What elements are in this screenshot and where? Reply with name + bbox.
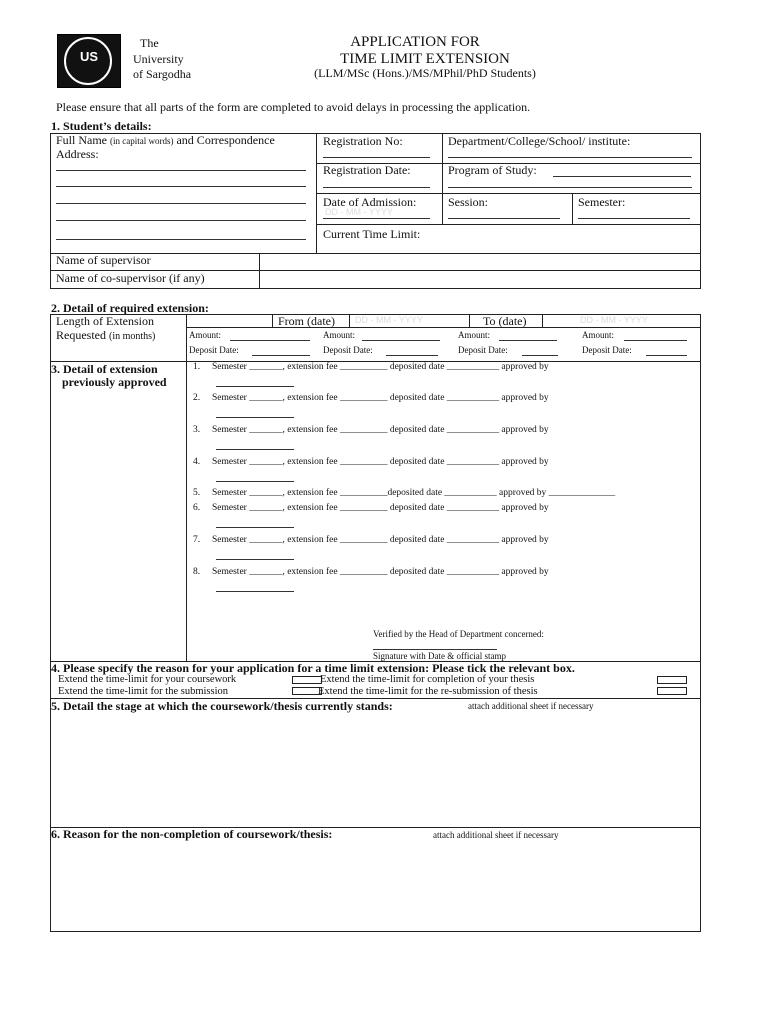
logo-text: US [79,49,99,64]
cosupervisor-field[interactable] [261,271,699,288]
amount-label-2: Amount: [323,330,356,340]
option-coursework-label: Extend the time-limit for your coursework [58,674,237,685]
deposit-field-1[interactable] [252,355,310,356]
university-name-line3: of Sargodha [133,67,192,81]
address-label: Address: [56,147,99,161]
deposit-label-3: Deposit Date: [458,345,508,355]
admission-date-field[interactable] [323,218,430,219]
deposit-label-4: Deposit Date: [582,345,632,355]
list-item: 2. Semester _______, extension fee __________ deposited date ___________ approved by [193,393,549,403]
admission-date-label: Date of Admission: [323,195,417,209]
section2-heading: 2. Detail of required extension: [51,301,209,315]
registration-date-field[interactable] [323,187,430,188]
section6-attach-note: attach additional sheet if necessary [433,830,559,840]
program-field-2[interactable] [448,187,692,188]
registration-no-field[interactable] [323,157,430,158]
list-item: 4. Semester _______, extension fee __________ deposited date ___________ approved by [193,457,549,467]
from-date-label: From (date) [278,314,335,328]
stage-detail-box[interactable] [50,698,701,828]
university-logo [57,34,121,88]
program-field-1[interactable] [553,176,691,177]
semester-field[interactable] [578,218,690,219]
deposit-label-1: Deposit Date: [189,345,239,355]
registration-date-label: Registration Date: [323,163,411,177]
amount-field-3[interactable] [499,340,557,341]
session-label: Session: [448,195,489,209]
full-name-label: Full Name (in capital words) and Correspondence [56,133,275,147]
university-name-line1: The [140,36,159,50]
section5-attach-note: attach additional sheet if necessary [468,701,594,711]
amount-label-3: Amount: [458,330,491,340]
approved-by-field-2[interactable] [216,417,294,418]
non-completion-reason-box[interactable] [50,827,701,932]
address-line-5[interactable] [56,239,306,240]
option-resubmission-label: Extend the time-limit for the re-submission of thesis [318,686,538,697]
program-label: Program of Study: [448,163,537,177]
length-label-2: Requested (in months) [56,328,156,342]
deposit-field-4[interactable] [646,355,687,356]
address-line-2[interactable] [56,186,306,187]
university-name-line2: University [133,52,184,66]
list-item: 1. Semester _______, extension fee __________ deposited date ___________ approved by [193,362,549,372]
section5-heading: 5. Detail the stage at which the coursework/thesis currently stands: [51,699,393,713]
approved-by-field-8[interactable] [216,591,294,592]
admission-date-placeholder: DD - MM - YYYY [325,207,393,217]
amount-label-4: Amount: [582,330,615,340]
length-label-1: Length of Extension [56,314,154,328]
approved-by-field-3[interactable] [216,449,294,450]
deposit-field-3[interactable] [522,355,558,356]
current-time-limit-label: Current Time Limit: [323,227,421,241]
form-subtitle: (LLM/MSc (Hons.)/MS/MPhil/PhD Students) [314,66,536,80]
approved-by-field-1[interactable] [216,386,294,387]
list-item: 5. Semester _______, extension fee __________deposited date ___________ approved by ______________ [193,488,616,498]
form-title-line2: TIME LIMIT EXTENSION [340,51,510,67]
address-line-4[interactable] [56,220,306,221]
section1-heading: 1. Student’s details: [51,119,152,133]
to-date-label: To (date) [483,314,527,328]
list-item: 7. Semester _______, extension fee __________ deposited date ___________ approved by [193,535,549,545]
instruction-note: Please ensure that all parts of the form are completed to avoid delays in processing the application. [56,100,531,114]
list-item: 3. Semester _______, extension fee __________ deposited date ___________ approved by [193,425,549,435]
from-date-placeholder: DD - MM - YYYY [355,315,423,325]
checkbox-resubmission[interactable] [657,687,687,695]
checkbox-thesis[interactable] [657,676,687,684]
department-label: Department/College/School/ institute: [448,134,631,148]
cosupervisor-label: Name of co-supervisor (if any) [56,271,205,285]
form-title-line1: APPLICATION FOR [350,34,480,50]
section3-heading-1: 3. Detail of extension [51,362,158,376]
deposit-label-2: Deposit Date: [323,345,373,355]
amount-label-1: Amount: [189,330,222,340]
signature-field[interactable] [373,649,497,650]
supervisor-field[interactable] [261,254,699,269]
approved-by-field-7[interactable] [216,559,294,560]
checkbox-coursework[interactable] [292,676,322,684]
approved-by-field-6[interactable] [216,527,294,528]
approved-by-field-4[interactable] [216,481,294,482]
address-line-3[interactable] [56,203,306,204]
to-date-placeholder: DD - MM - YYYY [580,315,648,325]
verified-label: Verified by the Head of Department concerned: [373,629,544,639]
deposit-field-2[interactable] [386,355,438,356]
section3-heading-2: previously approved [62,375,167,389]
option-submission-label: Extend the time-limit for the submission [58,686,229,697]
department-field[interactable] [448,157,692,158]
registration-no-label: Registration No: [323,134,403,148]
list-item: 8. Semester _______, extension fee __________ deposited date ___________ approved by [193,567,549,577]
session-field[interactable] [448,218,560,219]
supervisor-label: Name of supervisor [56,253,151,267]
amount-field-4[interactable] [624,340,687,341]
amount-field-1[interactable] [230,340,310,341]
address-line-1[interactable] [56,170,306,171]
signature-label: Signature with Date & official stamp [373,651,507,661]
option-thesis-label: Extend the time-limit for completion of your thesis [320,674,535,685]
amount-field-2[interactable] [362,340,440,341]
list-item: 6. Semester _______, extension fee __________ deposited date ___________ approved by [193,503,549,513]
section4-heading: 4. Please specify the reason for your application for a time limit extension: Please tick the relevant box. [51,661,575,675]
section6-heading: 6. Reason for the non-completion of coursework/thesis: [51,827,333,841]
semester-label: Semester: [578,195,626,209]
